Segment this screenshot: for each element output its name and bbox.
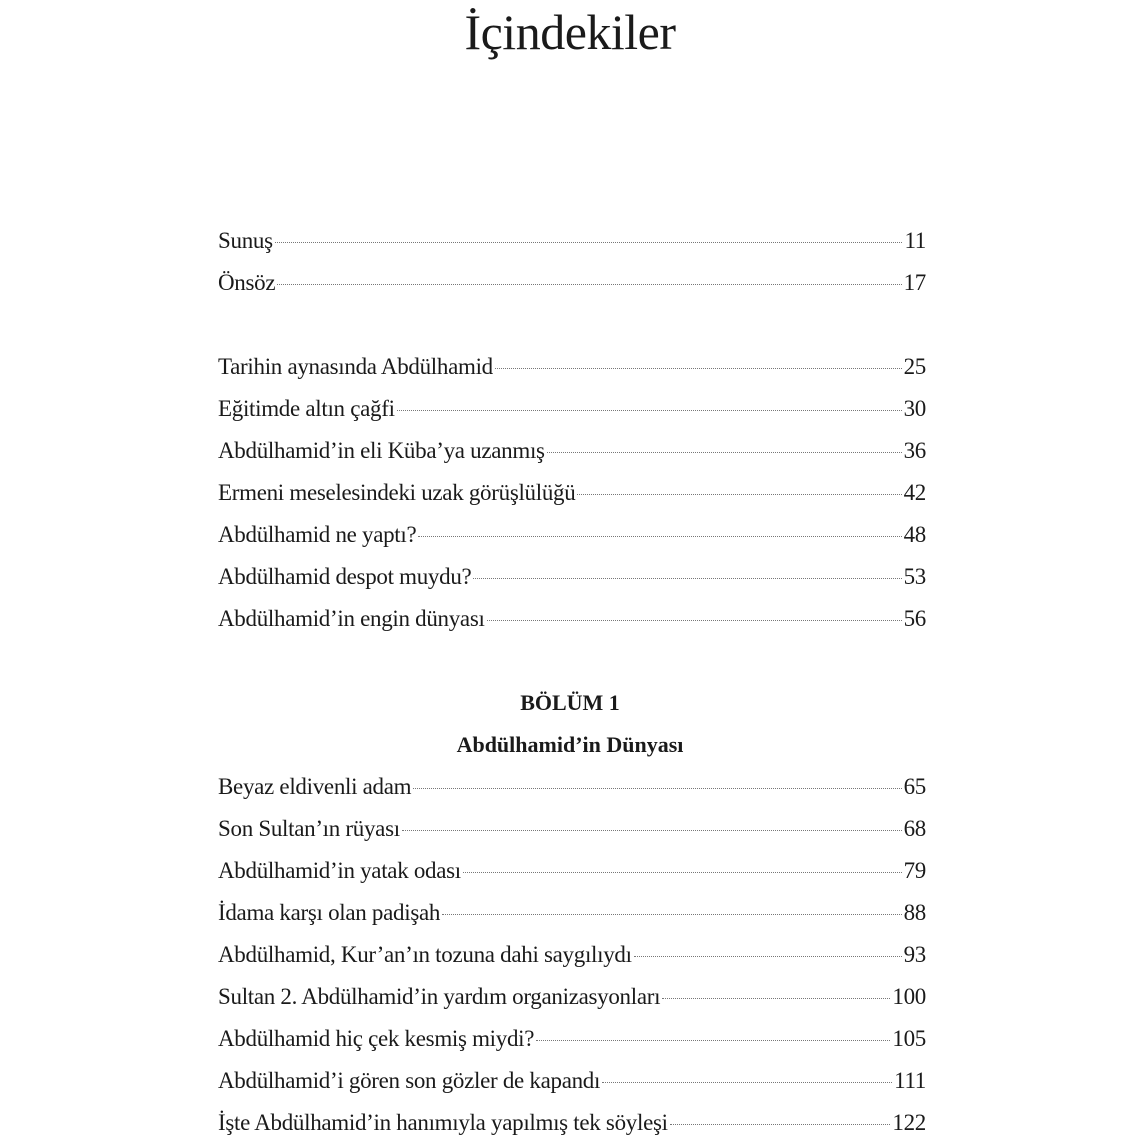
dot-leader xyxy=(662,998,890,999)
part-heading: BÖLÜM 1 xyxy=(520,690,620,715)
toc-entry xyxy=(218,1060,926,1102)
toc-entry xyxy=(218,346,926,388)
dot-leader xyxy=(402,830,902,831)
toc-entry-title: Abdülhamid ne yaptı? xyxy=(218,522,417,547)
toc-entry xyxy=(218,388,926,430)
dot-leader xyxy=(277,284,901,285)
dot-leader xyxy=(547,452,902,453)
toc-entry-title: Tarihin aynasında Abdülhamid xyxy=(218,354,493,379)
toc-entry-page: 11 xyxy=(904,228,926,253)
toc-entry-page: 53 xyxy=(903,564,926,589)
toc-entry-page: 30 xyxy=(903,396,926,421)
dot-leader xyxy=(536,1040,890,1041)
toc-entry xyxy=(218,430,926,472)
toc-entry-title: İşte Abdülhamid’in hanımıyla yapılmış tek söyleşi xyxy=(218,1110,668,1135)
toc-entry-title: Abdülhamid hiç çek kesmiş miydi? xyxy=(218,1026,535,1051)
toc-entry-title: Abdülhamid’i gören son gözler de kapandı xyxy=(218,1068,601,1093)
toc-entry-page: 88 xyxy=(903,900,926,925)
toc-entry-title: Sunuş xyxy=(218,228,273,253)
toc-entry-title: Abdülhamid despot muydu? xyxy=(218,564,472,589)
dot-leader xyxy=(442,914,902,915)
toc-entry-title: Sultan 2. Abdülhamid’in yardım organizasyonları xyxy=(218,984,661,1009)
toc-entry xyxy=(218,514,926,556)
toc-entry xyxy=(218,262,926,304)
dot-leader xyxy=(413,788,901,789)
toc-entry-page: 25 xyxy=(903,354,926,379)
toc-entry-page: 65 xyxy=(903,774,926,799)
toc-entry xyxy=(218,220,926,262)
toc-entry xyxy=(218,556,926,598)
toc-entry-page: 79 xyxy=(903,858,926,883)
part-subtitle: Abdülhamid’in Dünyası xyxy=(456,732,684,757)
toc-entry-title: Eğitimde altın çağfi xyxy=(218,396,395,421)
toc-entry xyxy=(218,1018,926,1060)
toc-entry-title: Abdülhamid’in engin dünyası xyxy=(218,606,485,631)
dot-leader xyxy=(634,956,902,957)
toc-entry-page: 48 xyxy=(903,522,926,547)
toc-entry xyxy=(218,1102,926,1144)
toc-entry-title: Beyaz eldivenli adam xyxy=(218,774,412,799)
dot-leader xyxy=(602,1082,892,1083)
toc-entry-page: 56 xyxy=(903,606,926,631)
dot-leader xyxy=(275,242,903,243)
toc-entry xyxy=(218,850,926,892)
toc-entry-title: Son Sultan’ın rüyası xyxy=(218,816,400,841)
page-title: İçindekiler xyxy=(464,4,676,60)
dot-leader xyxy=(670,1124,891,1125)
toc-entry xyxy=(218,598,926,640)
intro-list xyxy=(218,346,926,640)
toc-entry-title: Önsöz xyxy=(218,270,276,295)
toc-entry xyxy=(218,976,926,1018)
toc-entry-page: 111 xyxy=(894,1068,926,1093)
toc-entry-page: 17 xyxy=(903,270,926,295)
toc-entry xyxy=(218,808,926,850)
dot-leader xyxy=(487,620,902,621)
toc-entry-page: 68 xyxy=(903,816,926,841)
toc-entry-page: 105 xyxy=(892,1026,926,1051)
toc-entry-page: 36 xyxy=(903,438,926,463)
toc-entry-title: İdama karşı olan padişah xyxy=(218,900,441,925)
toc-entry-page: 42 xyxy=(903,480,926,505)
toc-entry-title: Abdülhamid’in eli Küba’ya uzanmış xyxy=(218,438,545,463)
toc-entry xyxy=(218,934,926,976)
toc-entry-title: Abdülhamid’in yatak odası xyxy=(218,858,461,883)
toc-entry-page: 100 xyxy=(892,984,926,1009)
front-matter-list xyxy=(218,220,926,304)
toc-entry xyxy=(218,472,926,514)
toc-entry xyxy=(218,766,926,808)
dot-leader xyxy=(473,578,901,579)
dot-leader xyxy=(577,494,901,495)
part1-list xyxy=(218,766,926,1144)
dot-leader xyxy=(418,536,901,537)
toc-entry-title: Abdülhamid, Kur’an’ın tozuna dahi saygılıydı xyxy=(218,942,632,967)
toc-entry-page: 122 xyxy=(892,1110,926,1135)
dot-leader xyxy=(397,410,902,411)
dot-leader xyxy=(463,872,902,873)
toc-entry xyxy=(218,892,926,934)
dot-leader xyxy=(495,368,902,369)
toc-entry-page: 93 xyxy=(903,942,926,967)
toc-entry-title: Ermeni meselesindeki uzak görüşlülüğü xyxy=(218,480,576,505)
